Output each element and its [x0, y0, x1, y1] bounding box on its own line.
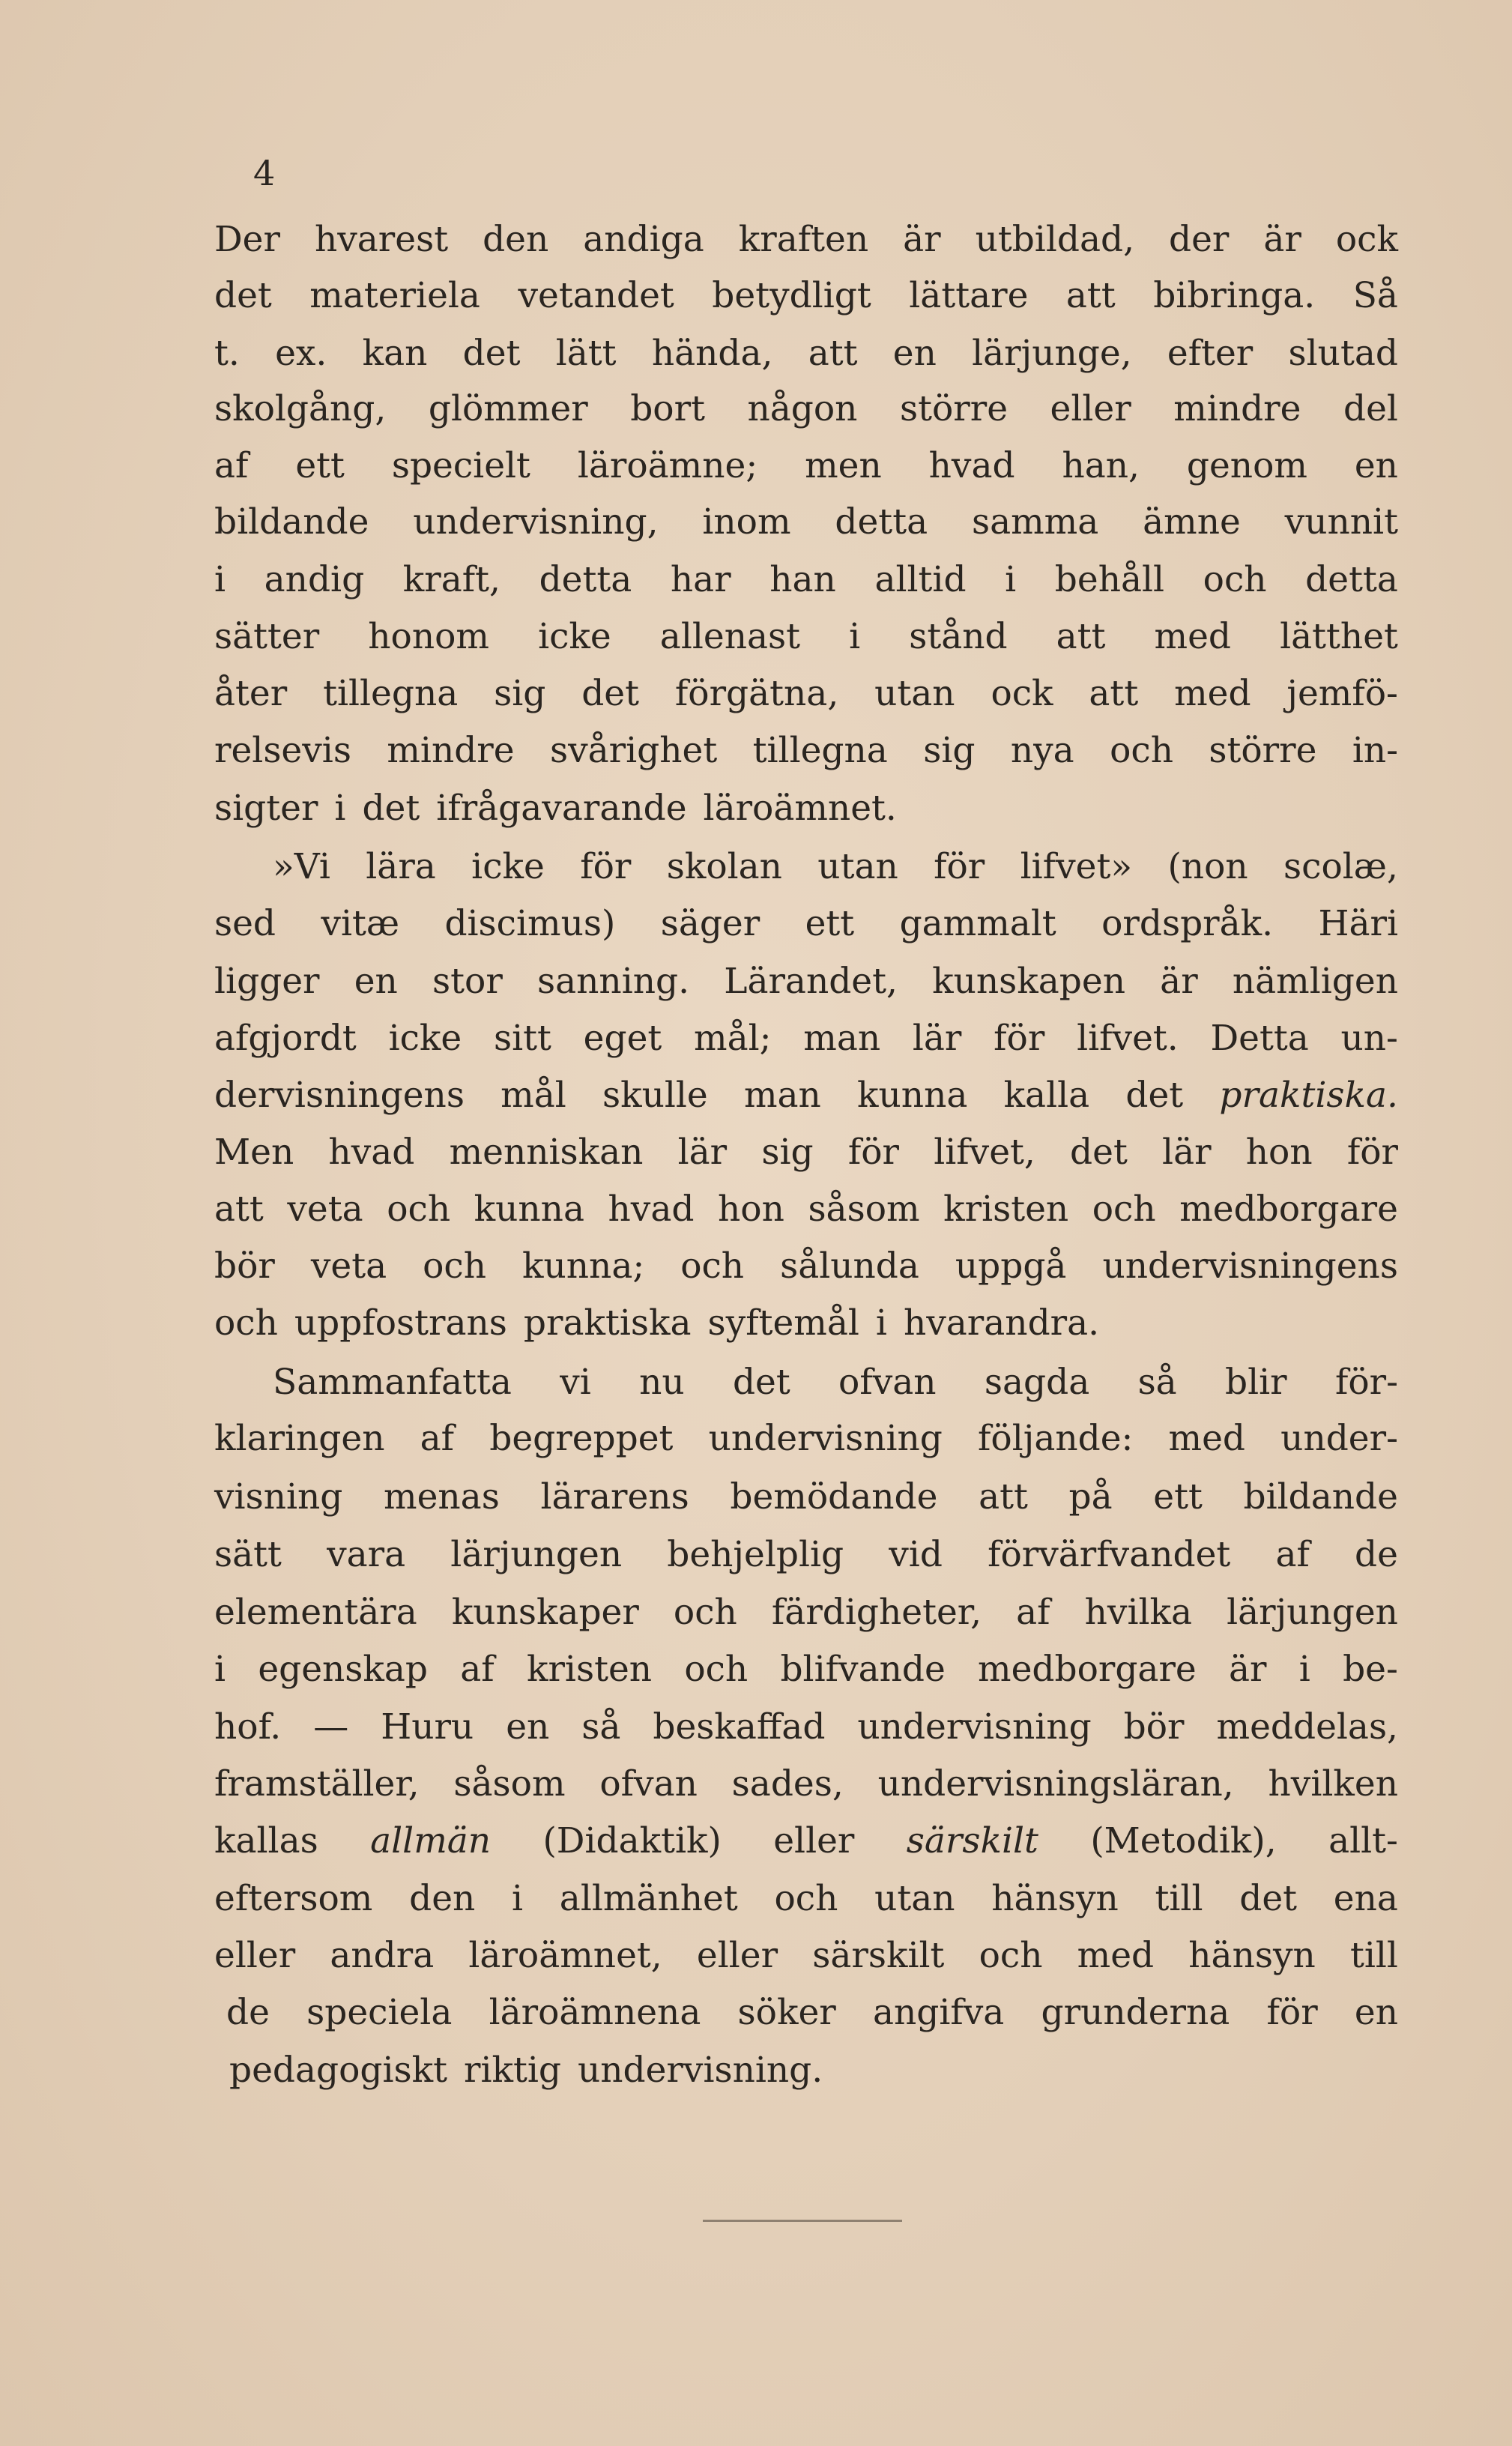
text-line: bildande undervisning, inom detta samma ämne vunnit	[214, 501, 1398, 543]
text-line: och uppfostrans praktiska syftemål i hvarandra.	[214, 1302, 1100, 1344]
text-line: skolgång, glömmer bort någon större eller mindre del	[214, 388, 1398, 429]
text-line: Sammanfatta vi nu det ofvan sagda så blir för-	[273, 1362, 1398, 1403]
text-line: i egenskap af kristen och blifvande medborgare är i be-	[214, 1649, 1398, 1690]
text-line: sed vitæ discimus) säger ett gammalt ordspråk. Häri	[214, 903, 1398, 944]
text-line: det materiela vetandet betydligt lättare att bibringa. Så	[214, 275, 1398, 316]
text-line: i andig kraft, detta har han alltid i behåll och detta	[214, 559, 1398, 600]
text-line: af ett specielt läroämne; men hvad han, genom en	[214, 445, 1398, 486]
text-line: sätt vara lärjungen behjelplig vid förvärfvandet af de	[214, 1534, 1398, 1575]
text-line: elementära kunskaper och färdigheter, af hvilka lärjungen	[214, 1592, 1398, 1633]
text-line: sigter i det ifrågavarande läroämnet.	[214, 788, 897, 829]
text-line: framställer, såsom ofvan sades, undervisningsläran, hvilken	[214, 1763, 1398, 1805]
text-line: åter tillegna sig det förgätna, utan ock att med jemfö-	[214, 673, 1398, 714]
text-line: Men hvad menniskan lär sig för lifvet, det lär hon för	[214, 1132, 1398, 1173]
text-line: relsevis mindre svårighet tillegna sig nya och större in-	[214, 730, 1398, 771]
text-line: ligger en stor sanning. Lärandet, kunskapen är nämligen	[214, 961, 1398, 1002]
text-line: klaringen af begreppet undervisning följande: med under-	[214, 1418, 1398, 1459]
text-line: eller andra läroämnet, eller särskilt och med hänsyn till	[214, 1935, 1398, 1976]
text-line: t. ex. kan det lätt hända, att en lärjunge, efter slutad	[214, 333, 1398, 374]
text-line: dervisningens mål skulle man kunna kalla det praktiska.	[214, 1075, 1398, 1116]
text-line: Der hvarest den andiga kraften är utbildad, der är ock	[214, 219, 1398, 260]
section-rule	[703, 2220, 902, 2222]
page-number: 4	[253, 153, 276, 193]
text-line: »Vi lära icke för skolan utan för lifvet» (non scolæ,	[273, 846, 1398, 887]
text-line: de speciela läroämnena söker angifva grunderna för en	[226, 1992, 1398, 2033]
text-line: eftersom den i allmänhet och utan hänsyn till det ena	[214, 1878, 1398, 1919]
text-line: hof. — Huru en så beskaffad undervisning bör meddelas,	[214, 1706, 1398, 1748]
text-line: afgjordt icke sitt eget mål; man lär för lifvet. Detta un-	[214, 1018, 1398, 1059]
text-line: att veta och kunna hvad hon såsom kristen och medborgare	[214, 1189, 1398, 1230]
text-line: pedagogiskt riktig undervisning.	[229, 2050, 823, 2091]
text-line: bör veta och kunna; och sålunda uppgå undervisningens	[214, 1245, 1398, 1287]
text-line: kallas allmän (Didaktik) eller särskilt (Metodik), allt-	[214, 1820, 1398, 1861]
text-line: sätter honom icke allenast i stånd att med lätthet	[214, 616, 1398, 657]
text-line: visning menas lärarens bemödande att på ett bildande	[214, 1476, 1398, 1518]
